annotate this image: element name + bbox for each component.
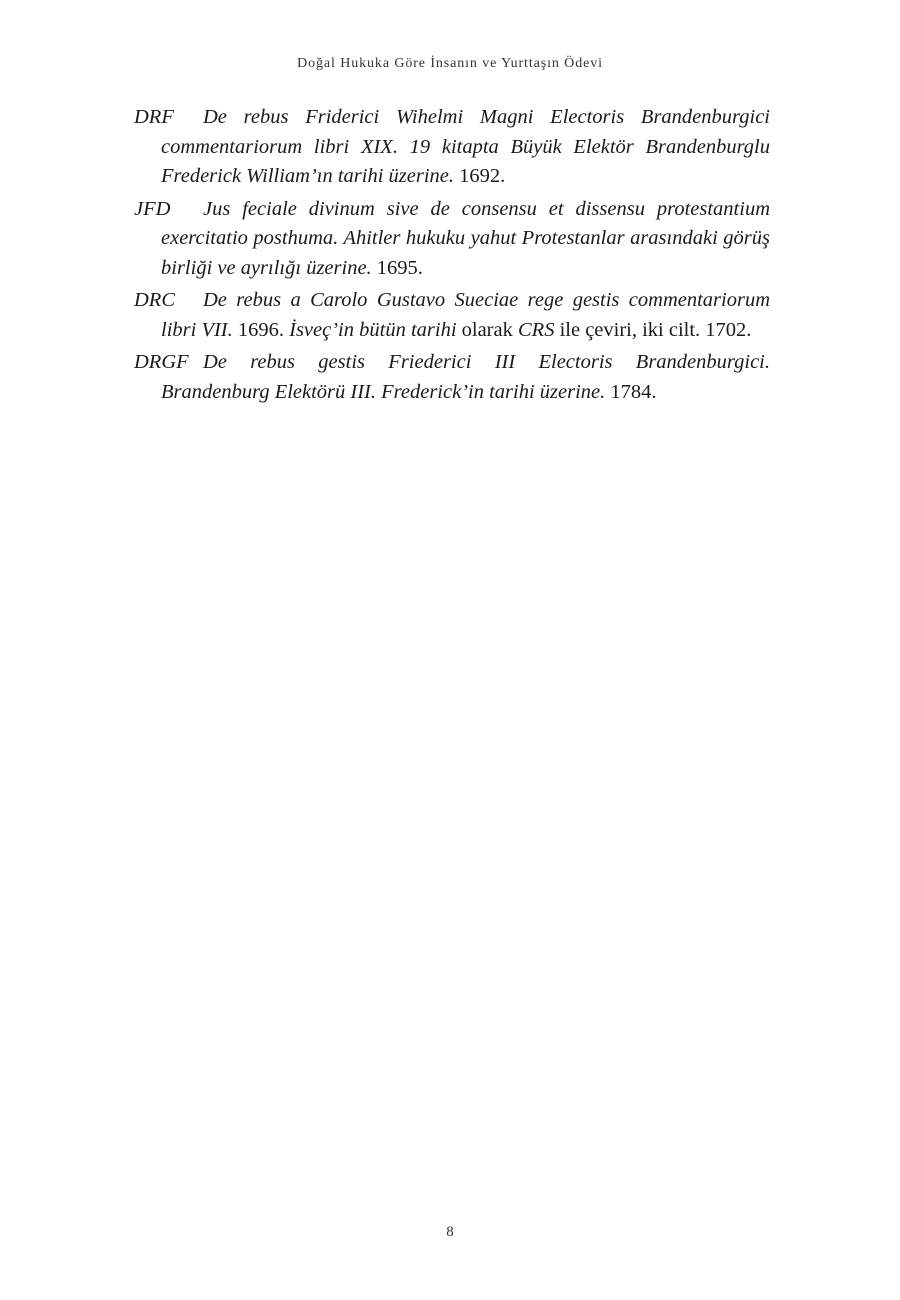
entry-abbreviation: DRF (134, 106, 174, 128)
translation-title: İsveç’in bütün tarihi (289, 318, 457, 341)
entry-title: De rebus Friderici Wihelmi Magni Electoris Brandenburgici commentariorum libri XIX. 19 kitapta Büyük Elektör Brandenburglu Frederick William’ın tarihi üzerine. (161, 106, 770, 187)
abbreviations-list (134, 103, 770, 410)
entry-text: olarak (456, 318, 518, 341)
entry-year: 1695. (371, 256, 423, 279)
entry-year: 1692. (454, 165, 506, 187)
entry-abbreviation: JFD (134, 197, 171, 220)
entry-text: ile çeviri, iki cilt. 1702. (554, 318, 752, 341)
abbreviation-entry-jfd (134, 195, 770, 284)
page-number: 8 (446, 1224, 454, 1240)
abbreviation-entry-drf (134, 103, 770, 192)
entry-year: 1696. (232, 318, 290, 341)
entry-abbreviation: DRC (134, 289, 175, 311)
entry-abbreviation: DRGF (134, 351, 189, 373)
entry-year: 1784. (605, 380, 657, 403)
abbreviation-entry-drgf (134, 348, 770, 407)
entry-title: De rebus a Carolo Gustavo Sueciae rege gestis commentariorum libri VII. (161, 289, 770, 341)
abbreviation-entry-drc (134, 286, 770, 345)
entry-title: De rebus gestis Friederici III Electoris Brandenburgici. Brandenburg Elektörü III. Frederick’in tarihi üzerine. (161, 351, 770, 403)
translator-abbreviation: CRS (518, 318, 555, 341)
running-head: Doğal Hukuka Göre İnsanın ve Yurttaşın Ödevi (297, 56, 603, 71)
entry-title: Jus feciale divinum sive de consensu et dissensu protestantium exercitatio posthuma. Ahitler hukuku yahut Protestanlar arasındaki görüş birliği ve ayrılığı üzerine. (161, 197, 770, 279)
